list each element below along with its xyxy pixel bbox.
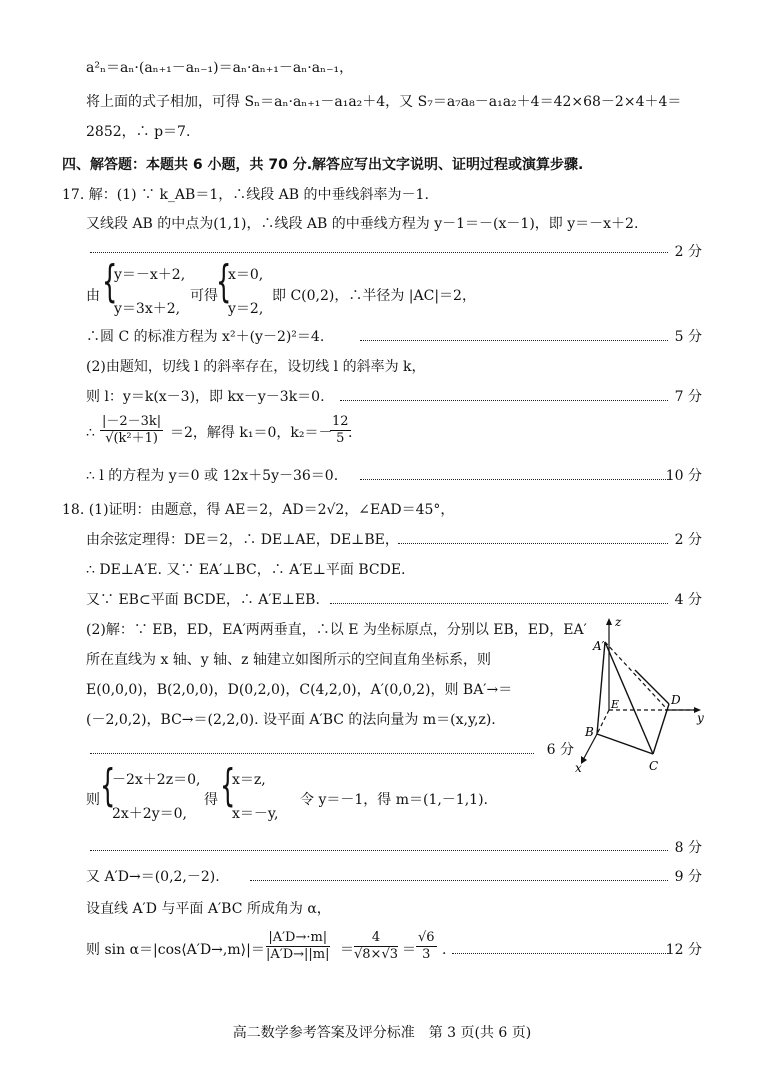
text-line: . — [442, 942, 447, 958]
fraction-numerator: |－2－3k| — [102, 414, 162, 429]
leader-dots — [90, 850, 668, 851]
text-line: (2)解：∵ EB，ED，EA′两两垂直，∴以 E 为坐标原点，分别以 EB，ED，EA′ — [86, 622, 587, 638]
leader-dots — [360, 479, 668, 480]
fraction-numerator: √6 — [418, 930, 435, 945]
score-mark: 9 分 — [674, 869, 702, 885]
text-line: a²ₙ＝aₙ·(aₙ₊₁－aₙ₋₁)＝aₙ·aₙ₊₁－aₙ·aₙ₋₁， — [86, 60, 354, 76]
coordinate-figure — [565, 612, 715, 774]
score-mark: 2 分 — [674, 244, 702, 260]
fraction-denominator: 3 — [422, 947, 431, 962]
fraction-denominator: 5 — [336, 431, 345, 446]
text-line: ∴ DE⊥A′E. 又∵ EA′⊥BC，∴ A′E⊥平面 BCDE. — [86, 562, 406, 578]
fraction-numerator: 4 — [354, 930, 398, 947]
leader-dots — [250, 880, 668, 881]
score-mark: 2 分 — [674, 532, 702, 548]
leader-dots — [90, 252, 668, 253]
text-line: ∴ — [86, 425, 95, 441]
label-x: x — [575, 761, 582, 774]
equation: y＝－x＋2, — [114, 267, 186, 283]
text-line: 则 — [86, 792, 100, 808]
leader-dots — [398, 543, 668, 544]
label-e: E — [611, 698, 620, 711]
score-mark: 10 分 — [665, 468, 702, 484]
edge-cd — [653, 704, 669, 754]
text-line: 18. (1)证明：由题意，得 AE＝2，AD＝2√2，∠EAD＝45°， — [62, 502, 455, 518]
text-line: 2852，∴ p＝7. — [86, 124, 191, 140]
leader-dots — [330, 603, 668, 604]
edge-ab — [597, 642, 605, 734]
fraction — [100, 414, 163, 447]
text-line: 得 — [204, 792, 218, 808]
left-brace: { — [102, 256, 118, 307]
fraction-numerator: 12 — [332, 414, 349, 429]
text-line: ∴圆 C 的标准方程为 x²＋(y－2)²＝4. — [86, 329, 325, 345]
text-line: E(0,0,0)，B(2,0,0)，D(0,2,0)，C(4,2,0)，A′(0,0,2)，则 BA′→＝ — [86, 682, 513, 698]
equation: y＝3x＋2, — [114, 301, 181, 317]
text-line: 令 y＝－1，得 m＝(1,－1,1). — [300, 792, 488, 808]
text-line: 可得 — [190, 288, 218, 304]
text-line: 设直线 A′D 与平面 A′BC 所成角为 α， — [86, 901, 331, 917]
left-brace: { — [100, 760, 116, 811]
label-y: y — [697, 711, 704, 725]
label-d: D — [671, 693, 681, 707]
text-line: (2)由题知，切线 l 的斜率存在，设切线 l 的斜率为 k， — [86, 359, 426, 375]
text-line: (－2,0,2)，BC→＝(2,2,0). 设平面 A′BC 的法向量为 m＝(x,y,z). — [86, 712, 496, 728]
edge-bc — [597, 734, 653, 754]
text-line: ∴ l 的方程为 y＝0 或 12x＋5y－36＝0. — [86, 468, 339, 484]
score-mark: 6 分 — [546, 742, 574, 758]
equation: x＝－y, — [232, 806, 279, 822]
edge-d-top — [635, 670, 669, 704]
leader-dots — [452, 953, 668, 954]
score-mark: 4 分 — [674, 592, 702, 608]
fraction-denominator: √8×√3 — [354, 947, 399, 962]
left-brace: { — [220, 760, 236, 811]
score-mark: 7 分 — [674, 389, 702, 405]
leader-dots — [340, 400, 668, 401]
text-line: 17. 解：(1) ∵ k_AB＝1，∴线段 AB 的中垂线斜率为－1. — [62, 187, 429, 203]
left-brace: { — [216, 256, 232, 307]
fraction — [266, 930, 330, 963]
leader-dots — [360, 340, 668, 341]
fraction — [354, 930, 398, 963]
text-line: 则 sin α＝|cos⟨A′D→,m⟩|＝ — [86, 942, 265, 958]
label-a: A′ — [593, 639, 605, 653]
fraction-numerator: |A′D→·m| — [266, 930, 330, 947]
label-b: B — [585, 725, 594, 739]
text-line: 又线段 AB 的中点为(1,1)，∴线段 AB 的中垂线方程为 y－1＝－(x－1)，即 y＝－x＋2. — [86, 216, 639, 232]
score-mark: 12 分 — [665, 942, 702, 958]
equation: x＝0, — [228, 267, 264, 283]
text-line: 由 — [86, 288, 100, 304]
text-line: ＝ — [402, 942, 416, 958]
fraction — [416, 930, 437, 963]
equation: －2x＋2z＝0, — [112, 772, 201, 788]
text-line: ＝ — [340, 942, 354, 958]
page-footer: 高二数学参考答案及评分标准 第 3 页(共 6 页) — [232, 1025, 532, 1041]
section-heading: 四、解答题：本题共 6 小题，共 70 分.解答应写出文字说明、证明过程或演算步骤. — [62, 157, 584, 173]
equation: 2x＋2y＝0, — [112, 806, 187, 822]
text-line: 又∵ EB⊂平面 BCDE，∴ A′E⊥EB. — [86, 592, 320, 608]
text-line: . — [348, 425, 353, 441]
z-arrow-icon — [606, 618, 612, 625]
equation: y＝2, — [228, 301, 264, 317]
text-line: 由余弦定理得：DE＝2，∴ DE⊥AE，DE⊥BE， — [86, 532, 399, 548]
text-line: 则 l：y＝k(x－3)，即 kx－y－3k＝0. — [86, 389, 325, 405]
text-line: 将上面的式子相加，可得 Sₙ＝aₙ·aₙ₊₁－a₁a₂＋4，又 S₇＝a₇a₈－a₁a₂＋4＝42×68－2×4＋4＝ — [86, 94, 682, 110]
fraction-denominator: |A′D→||m| — [266, 947, 330, 962]
label-c: C — [649, 759, 659, 773]
fraction-denominator: √(k²＋1) — [105, 431, 158, 446]
score-mark: 5 分 — [674, 329, 702, 345]
equation: x＝z, — [232, 772, 266, 788]
text-line: ＝2，解得 k₁＝0，k₂＝－ — [170, 425, 333, 441]
text-line: 所在直线为 x 轴、y 轴、z 轴建立如图所示的空间直角坐标系，则 — [86, 652, 491, 668]
score-mark: 8 分 — [674, 840, 702, 856]
label-z: z — [615, 615, 622, 629]
text-line: 即 C(0,2)，∴半径为 |AC|＝2， — [272, 288, 476, 304]
leader-dots — [90, 753, 534, 754]
text-line: 又 A′D→＝(0,2,－2). — [86, 869, 220, 885]
